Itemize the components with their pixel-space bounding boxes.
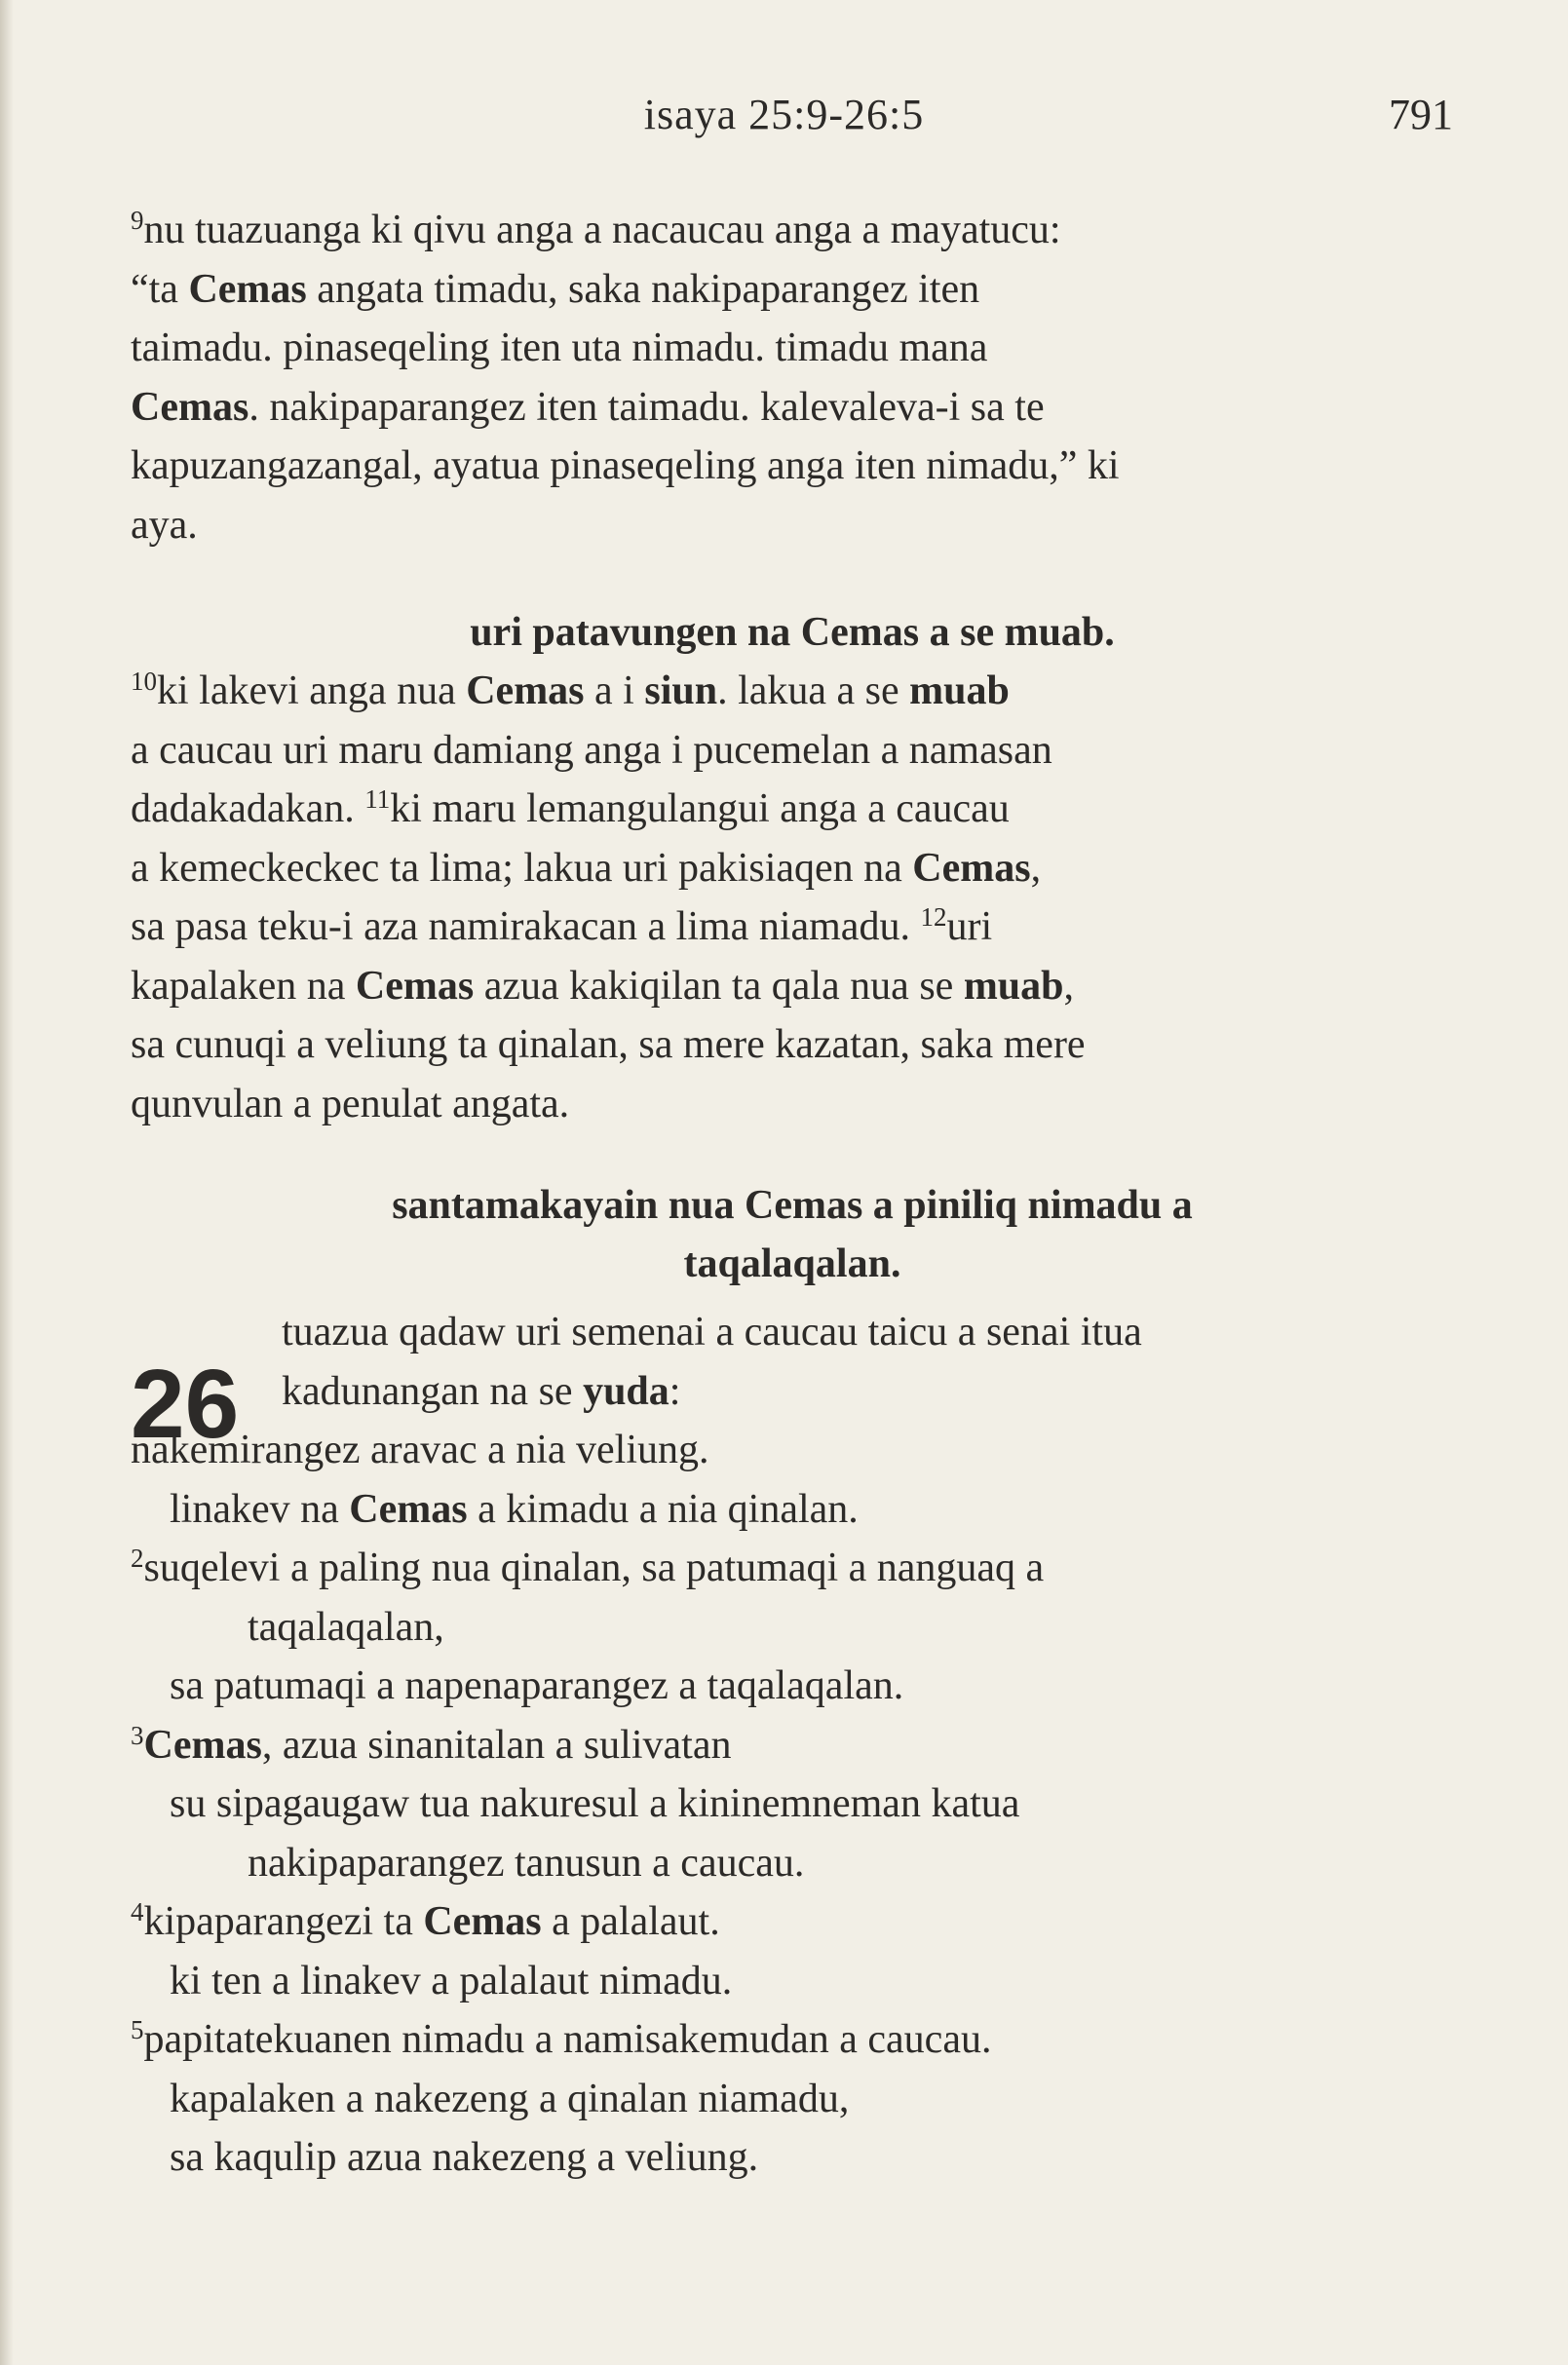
chapter-intro: 26 tuazua qadaw uri semenai a caucau taicu a senai itua kadunangan na se yuda: <box>131 1310 1142 1459</box>
verse-9: $^9$nu tuazuanga ki qivu anga a nacaucau anga a mayatucu: “ta Cemas angata timadu, saka nakipaparangez iten taimadu. pinaseqeling iten uta nimadu. timadu mana Cemas. nakipaparangez iten taimadu. kalevaleva-i sa te kapuzangazangal, ayatua pinaseqeling anga iten nimadu,” ki aya. <box>131 206 1120 548</box>
verses-10-12: $^{10}$ki lakevi anga nua Cemas a i siun. lakua a se muab a caucau uri maru damiang anga i pucemelan a namasan dadakadakan. $^{11}$ki maru lemangulangui anga a caucau a kemeckeckec ta lima; lakua uri pakisiaqen na Cemas, sa pasa teku-i aza namirakacan a lima niamadu. $^{12}$uri kapalaken na Cemas azua kakiqilan ta qala nua se muab, sa cunuqi a veliung ta qinalan, sa mere kazatan, saka mere qunvulan a penulat angata. <box>131 667 1086 1126</box>
divine-name: Cemas <box>188 266 307 312</box>
poem-line: $^5$papitatekuanen nimadu a namisakemudan a caucau. <box>131 2015 992 2062</box>
poem-line: su sipagaugaw tua nakuresul a kininemneman katua <box>170 1781 1020 1826</box>
verse-number: 10 <box>131 667 157 696</box>
verse-number: 2 <box>131 1544 144 1573</box>
verse-number: 11 <box>364 784 391 814</box>
poem <box>131 1421 1454 2188</box>
poem-line: $^3$Cemas, azua sinanitalan a sulivatan <box>131 1720 732 1768</box>
section-heading: uri patavungen na Cemas a se muab. <box>470 610 1115 655</box>
verse-number: 9 <box>131 206 144 235</box>
poem-line: $^4$kipaparangezi ta Cemas a palalaut. <box>131 1897 720 1944</box>
poem-line: ki ten a linakev a palalaut nimadu. <box>170 1958 733 2003</box>
page-edge-shadow <box>0 0 14 2365</box>
poem-line: sa patumaqi a napenaparangez a taqalaqalan. <box>170 1663 904 1708</box>
poem-line: $^2$suqelevi a paling nua qinalan, sa patumaqi a nanguaq a <box>131 1544 1045 1590</box>
poem-line: taqalaqalan, <box>248 1604 444 1650</box>
verse-number: 5 <box>131 2015 144 2044</box>
verse-number: 12 <box>920 902 947 932</box>
scripture-text <box>131 201 1454 2188</box>
page-number: 791 <box>1389 91 1453 138</box>
poem-line: kapalaken a nakezeng a qinalan niamadu, <box>170 2076 850 2121</box>
poem-line: linakev na Cemas a kimadu a nia qinalan. <box>170 1486 859 1532</box>
divine-name: Cemas <box>131 384 249 430</box>
poem-line: nakemirangez aravac a nia veliung. <box>131 1428 709 1472</box>
verse-number: 3 <box>131 1720 144 1750</box>
verse-number: 4 <box>131 1897 144 1926</box>
chapter-number: 26 <box>131 1350 240 1459</box>
running-head: isaya 25:9-26:5 <box>643 91 925 138</box>
page-header <box>0 90 1568 148</box>
poem-line: sa kaqulip azua nakezeng a veliung. <box>170 2135 759 2180</box>
poem-line: nakipaparangez tanusun a caucau. <box>248 1840 805 1886</box>
section-heading: santamakayain nua Cemas a piniliq nimadu a taqalaqalan. <box>392 1183 1193 1286</box>
